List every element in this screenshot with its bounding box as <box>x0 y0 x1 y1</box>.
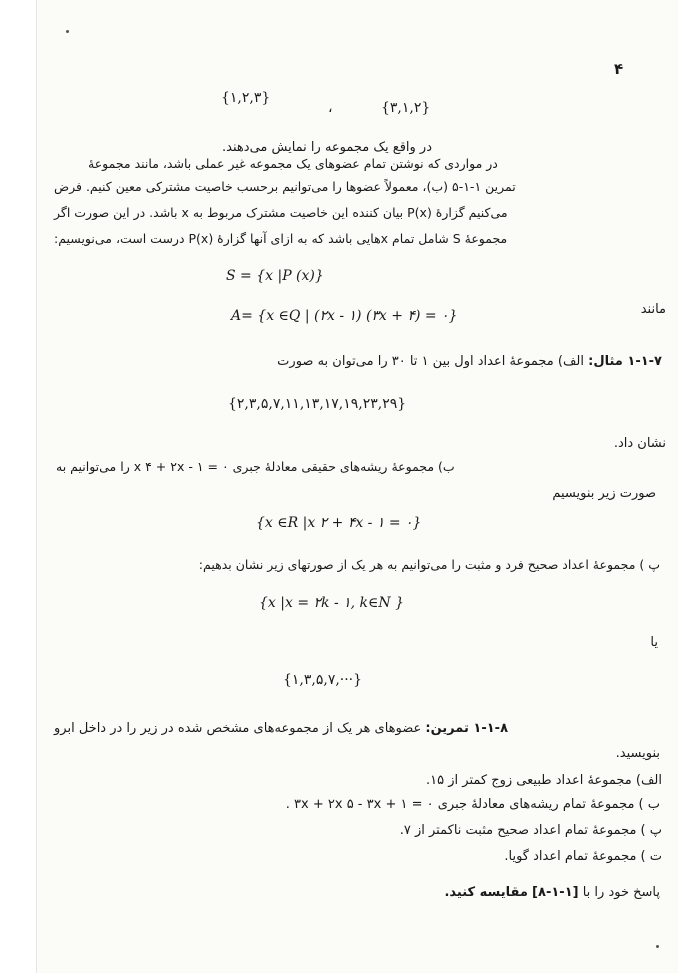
text-ya: یا <box>650 635 658 650</box>
set-roots-real: {x ∈R |x ۲ + ۴x - ۱ = ۰} <box>256 515 422 531</box>
set-odd-listing: {۱,۳,۵,۷,···} <box>283 672 363 688</box>
answer-note <box>444 885 660 900</box>
paragraph-line-2: در مواردی که نوشتن تمام عضوهای یک مجموعه غیر عملی باشد، مانند مجموعهٔ <box>88 156 498 171</box>
example-7-line <box>277 354 662 369</box>
page-number: ۴ <box>614 60 624 78</box>
exercise-8-text-2: بنویسید. <box>615 746 660 761</box>
example-7-a: الف) مجموعهٔ اعداد اول بین ۱ تا ۳۰ را می‌توان به صورت <box>277 354 584 369</box>
exercise-item-alef: الف) مجموعهٔ اعداد طبیعی زوج کمتر از ۱۵. <box>426 773 662 788</box>
example-7-label: ۱-۱-۷ مثال: <box>588 354 662 369</box>
set-builder-definition: S = {x |P (x)} <box>226 268 324 284</box>
paragraph-line-3: تمرین ۱-۱-۵ (ب)، معمولاً عضوها را می‌توانیم برحسب خاصیت مشترکی معین کنیم. فرض <box>54 179 516 194</box>
example-7-b-line-2: صورت زیر بنویسیم <box>552 486 656 501</box>
primes-set: {۲,۳,۵,۷,۱۱,۱۳,۱۷,۱۹,۲۳,۲۹} <box>228 396 407 412</box>
set-A-example: A= {x ∈Q | (۲x - ۱) (۳x + ۴) = ۰} <box>231 308 458 324</box>
paragraph-line-1: در واقع یک مجموعه را نمایش می‌دهند. <box>222 140 432 155</box>
answer-note-pre: پاسخ خود را با <box>582 885 660 900</box>
paragraph-line-5: مجموعهٔ S شامل تمام xهایی باشد که به ازای آنها گزارهٔ (P(x درست است، می‌نویسیم: <box>54 231 508 246</box>
exercise-item-te: ت ) مجموعهٔ تمام اعداد گویا. <box>504 849 662 864</box>
text-neshan-dad: نشان داد. <box>613 436 666 451</box>
set-odd-positive: {x |x = ۲k - ۱, k∈N } <box>259 595 405 611</box>
scan-speck <box>66 30 69 33</box>
example-7-b-line-1: ب) مجموعهٔ ریشه‌های حقیقی معادلهٔ جبری ۰ = ۱ - x ۴ + ۲x را می‌توانیم به <box>56 459 455 474</box>
example-7-p: پ ) مجموعهٔ اعداد صحیح فرد و مثبت را می‌توانیم به هر یک از صورتهای زیر نشان بدهیم: <box>198 557 660 572</box>
exercise-8-text: عضوهای هر یک از مجموعه‌های مشخص شده در زیر را در داخل ابرو <box>54 721 422 736</box>
set-123: {۱,۲,۳} <box>221 90 271 106</box>
exercise-8-line <box>54 721 660 736</box>
set-312: {۳,۱,۲} <box>381 100 431 116</box>
comma: ، <box>328 100 333 116</box>
book-page <box>36 0 678 973</box>
paragraph-line-4: می‌کنیم گزارهٔ (P(x بیان کننده این خاصیت مشترک مربوط به x باشد. در این صورت اگر <box>54 205 508 220</box>
exercise-item-be: ب ) مجموعهٔ تمام ریشه‌های معادلهٔ جبری ۰ = ۱ + ۳x + ۲x ۵ - ۳x . <box>285 797 660 812</box>
answer-note-ref: [۱-۱-۸] <box>532 885 579 900</box>
exercise-8-label: ۱-۱-۸ تمرین: <box>425 721 509 736</box>
scan-speck <box>656 945 659 948</box>
exercise-item-pe: پ ) مجموعهٔ تمام اعداد صحیح مثبت ناکمتر از ۷. <box>399 823 662 838</box>
answer-note-post: مقایسه کنید. <box>444 885 528 900</box>
label-manand: مانند <box>640 302 666 317</box>
